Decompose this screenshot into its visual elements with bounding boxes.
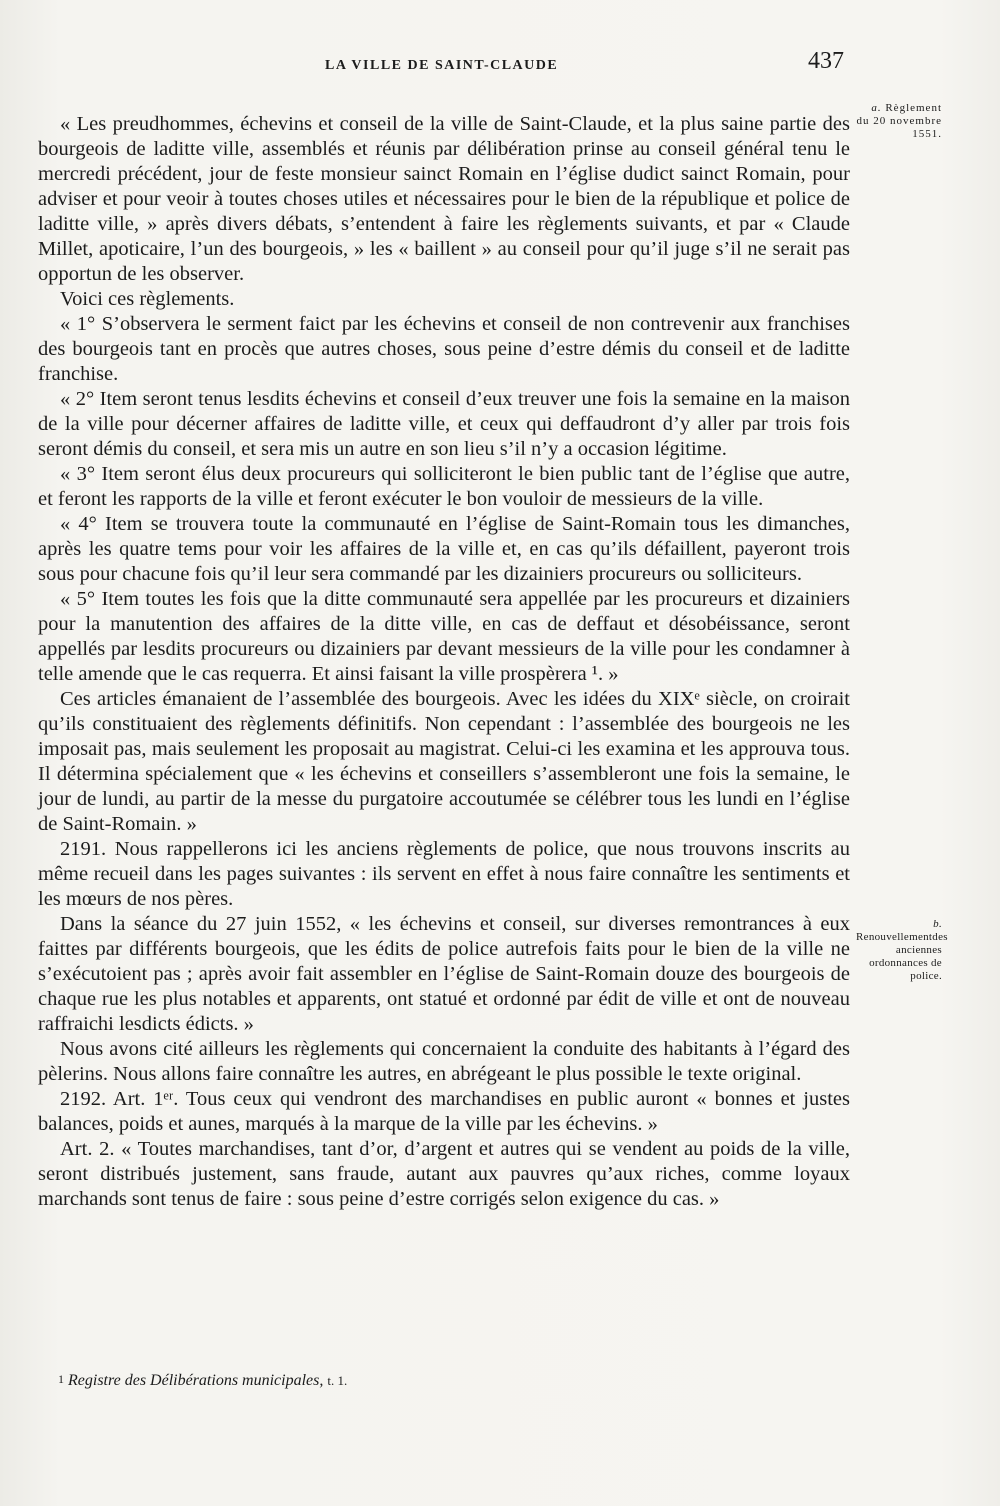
paragraph-2191: 2191. Nous rappellerons ici les anciens règlements de police, que nous trouvons inscrits au même recueil dans les pages suivantes : ils servent en effet à nous faire connaître les sentiments et les mœurs de nos pères.: [38, 838, 850, 910]
paragraph-seance-1552: Dans la séance du 27 juin 1552, « les échevins et conseil, sur diverses remontrances à eux faittes par différents bourgeois, que les édits de police autrefois faits pour le bien de la ville ne s’exécutoient pas ; après avoir fait assembler en l’église de Saint-Romain douze des bourgeois de chaque rue les plus notables et apparents, ont statué et ordonné par édit de ville et ont de nouveau raffraichi lesdicts édicts. »: [38, 913, 850, 1035]
paragraph-2192: 2192. Art. 1ᵉʳ. Tous ceux qui vendront des marchandises en public auront « bonnes et justes balances, poids et aunes, marqués à la marque de la ville par les échevins. »: [38, 1088, 850, 1135]
footnote: [58, 1372, 347, 1390]
paragraph-commentary: Ces articles émanaient de l’assemblée des bourgeois. Avec les idées du XIXᵉ siècle, on croirait qu’ils constituaient des règlements définitifs. Non cependant : l’assemblée des bourgeois ne les imposait pas, mais seulement les proposait au magistrat. Celui-ci les examina et les approuva tous. Il détermina spécialement que « les échevins et conseillers s’assembleront une fois la semaine, le jour de lundi, au partir de la messe du purgatoire accoutumée se célébrer tous les lundi en l’église de Saint-Romain. »: [38, 688, 850, 835]
paragraph-article-5: « 5° Item toutes les fois que la ditte communauté sera appellée par les procureurs et dizainiers pour la manutention des affaires de la ditte ville, en cas de deffaut et désobéissance, seront appellés par lesdits procureurs ou dizainiers par devant messieurs de la ville pour les condamner à telle amende que le cas requerra. Et ainsi faisant la ville prospèrera ¹. »: [38, 588, 850, 685]
margin-note-b-ref: b.: [933, 918, 942, 930]
margin-note-a: [856, 102, 942, 141]
page-number: 437: [808, 48, 844, 74]
body-text: [38, 112, 850, 1212]
paragraph-article-4: « 4° Item se trouvera toute la communauté en l’église de Saint-Romain tous les dimanches, après les quatre tems pour voir les affaires de la ville et, en cas qu’ils défaillent, payeront trois sous pour chacune fois qu’il leur sera commandé par les dizainiers procureurs ou solliciteurs.: [38, 513, 850, 585]
paragraph-article-3: « 3° Item seront élus deux procureurs qui solliciteront le bien public tant de l’église que autre, et feront les rapports de la ville et feront exécuter le bon vouloir de messieurs de la ville.: [38, 463, 850, 510]
footnote-text: Registre des Délibérations municipales,: [68, 1372, 324, 1389]
margin-note-a-ref: a.: [871, 102, 882, 114]
running-title: LA VILLE DE SAINT-CLAUDE: [325, 58, 559, 73]
paragraph-pelerins: Nous avons cité ailleurs les règlements qui concernaient la conduite des habitants à l’égard des pèlerins. Nous allons faire connaître les autres, en abrégeant le plus possible le texte original.: [38, 1038, 850, 1085]
paragraph-voici: Voici ces règlements.: [60, 288, 235, 310]
paragraph-intro: « Les preudhommes, échevins et conseil de la ville de Saint-Claude, et la plus saine partie des bourgeois de laditte ville, assemblés et réunis par délibération prinse au conseil général tenu le mercredi précédent, jour de feste monsieur sainct Romain en l’église dudict sainct Romain, pour adviser et pour veoir à toutes choses utiles et nécessaires pour le bien de la république et police de laditte ville, » après divers débats, s’entendent à faire les règlements suivants, et par « Claude Millet, apoticaire, l’un des bourgeois, » les « baillent » au conseil pour qu’il juge s’il ne serait pas opportun de les observer.: [38, 113, 850, 285]
margin-note-b-text: Renouvellementdes anciennes ordonnances de police.: [856, 931, 948, 982]
margin-note-b: [856, 918, 948, 983]
footnote-tail: t. 1.: [327, 1373, 348, 1388]
paragraph-article-1: « 1° S’observera le serment faict par les échevins et conseil de non contrevenir aux franchises des bourgeois tant en procès que autres choses, sous peine d’estre démis du conseil et de laditte franchise.: [38, 313, 850, 385]
footnote-number: 1: [58, 1372, 64, 1386]
paragraph-article-2: « 2° Item seront tenus lesdits échevins et conseil d’eux treuver une fois la semaine en la maison de la ville pour décerner affaires de laditte ville, et ceux qui deffaudront d’y aller par trois fois seront démis du conseil, et sera mis un autre en son lieu s’il n’y a occasion légitime.: [38, 388, 850, 460]
paragraph-art-2: Art. 2. « Toutes marchandises, tant d’or, d’argent et autres qui se vendent au poids de la ville, seront distribués justement, sans fraude, autant aux pauvres qu’aux riches, comme loyaux marchands sont tenus de faire : sous peine d’estre corrigés selon exigence du cas. »: [38, 1138, 850, 1210]
margin-note-a-text: Règlement du 20 novembre 1551.: [856, 102, 942, 140]
